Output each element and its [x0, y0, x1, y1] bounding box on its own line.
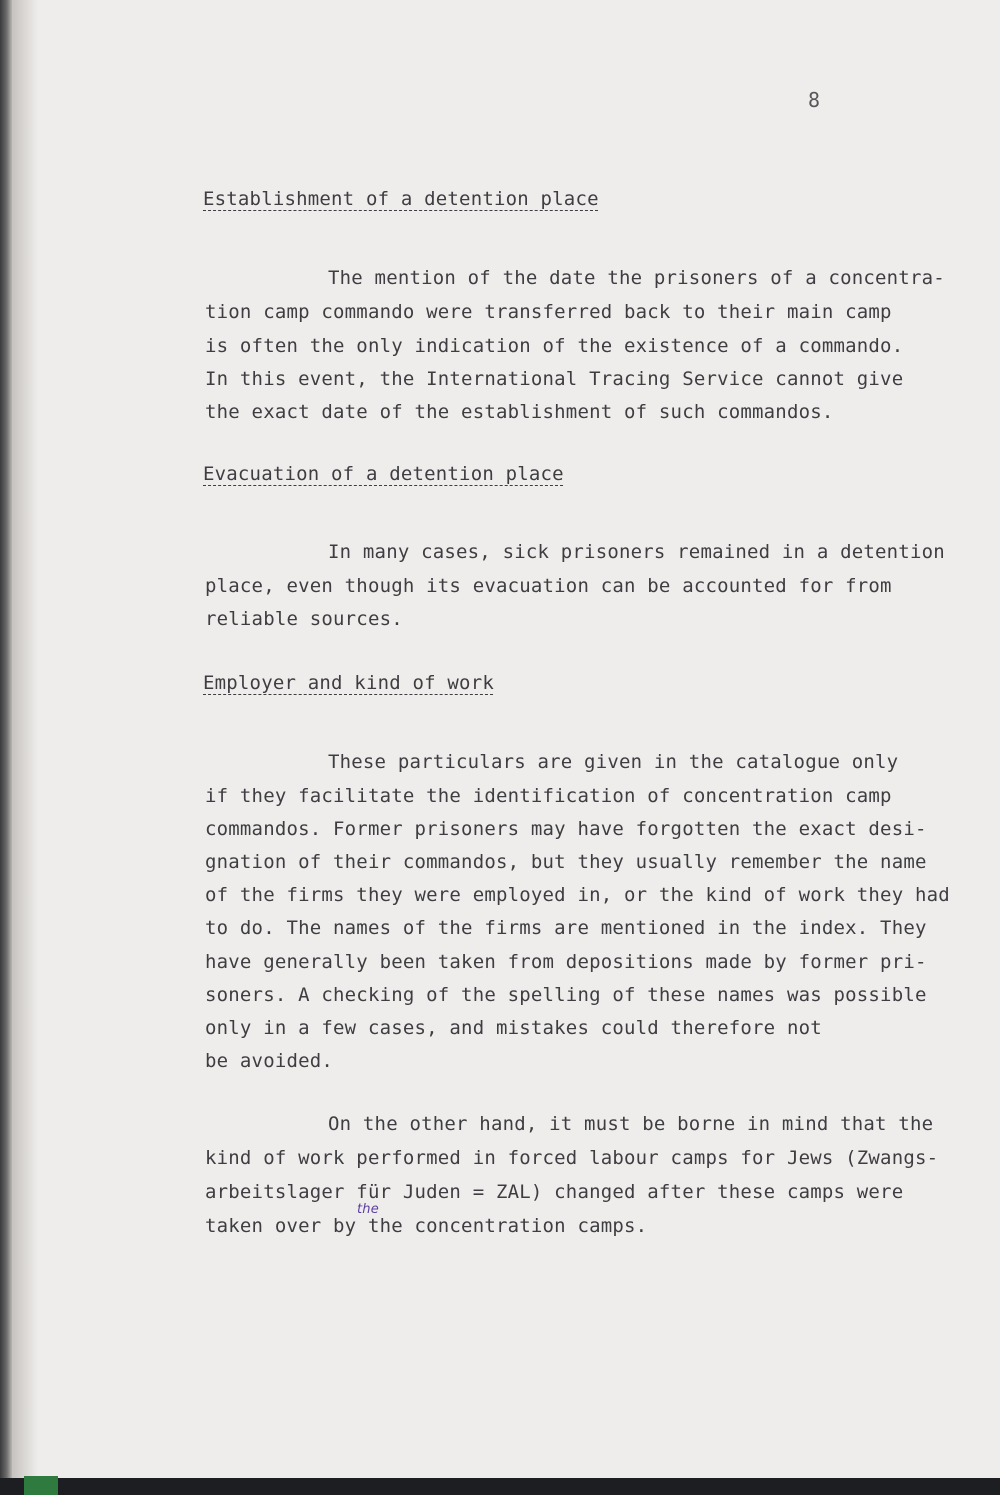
page-number: 8 [808, 88, 821, 112]
heading-employer: Employer and kind of work [203, 672, 494, 694]
paragraph-line: arbeitslager für Juden = ZAL) changed after these camps were [205, 1181, 904, 1203]
paragraph-line: is often the only indication of the existence of a commando. [205, 335, 904, 357]
scan-bottom-edge [0, 1478, 1000, 1495]
paragraph-line: gnation of their commandos, but they usually remember the name [205, 851, 927, 873]
spine-shadow [12, 0, 38, 1495]
binding-spine [0, 0, 12, 1495]
heading-establishment: Establishment of a detention place [203, 188, 599, 210]
paragraph-line: tion camp commando were transferred back to their main camp [205, 301, 892, 323]
paragraph-line: taken over by the concentration camps. [205, 1215, 648, 1237]
green-tab-mark [24, 1476, 58, 1495]
paragraph-line: be avoided. [205, 1050, 334, 1072]
paragraph-line: kind of work performed in forced labour camps for Jews (Zwangs- [205, 1147, 939, 1169]
paragraph-line: soners. A checking of the spelling of these names was possible [205, 984, 927, 1006]
paragraph-line: In this event, the International Tracing Service cannot give [205, 368, 904, 390]
handwritten-insert-the: the [357, 1202, 379, 1217]
paragraph-line: In many cases, sick prisoners remained in a detention [328, 541, 945, 563]
paragraph-line: reliable sources. [205, 608, 403, 630]
paragraph-line: On the other hand, it must be borne in mind that the [328, 1113, 934, 1135]
paragraph-line: have generally been taken from depositions made by former pri- [205, 951, 927, 973]
paragraph-line: The mention of the date the prisoners of a concentra- [328, 267, 945, 289]
paragraph-line: commandos. Former prisoners may have forgotten the exact desi- [205, 818, 927, 840]
paragraph-line: to do. The names of the firms are mentioned in the index. They [205, 917, 927, 939]
paragraph-line: only in a few cases, and mistakes could therefore not [205, 1017, 822, 1039]
paragraph-line: of the firms they were employed in, or the kind of work they had [205, 884, 950, 906]
paragraph-line: the exact date of the establishment of such commandos. [205, 401, 834, 423]
paragraph-line: place, even though its evacuation can be accounted for from [205, 575, 892, 597]
heading-evacuation: Evacuation of a detention place [203, 463, 564, 485]
paragraph-line: if they facilitate the identification of concentration camp [205, 785, 892, 807]
paragraph-line: These particulars are given in the catalogue only [328, 751, 899, 773]
